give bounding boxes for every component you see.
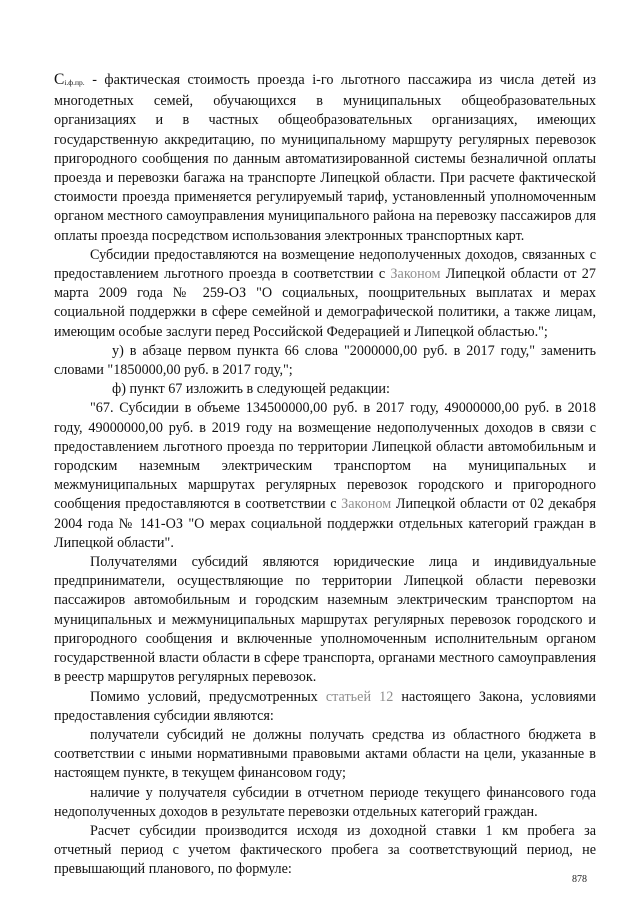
subsidy-purpose-text-before: Субсидии предоставляются на возмещение недополученных доходов, связанных с предоставлением льготного проезда в соответствии с <box>54 246 596 283</box>
paragraph-cost-definition <box>54 70 596 246</box>
document-page <box>54 70 596 880</box>
item-67-text-before: "67. Субсидии в объеме 134500000,00 руб. в 2017 году, 49000000,00 руб. в 2018 году, 49000000,00 руб. в 2019 году на возмещение недополученных доходов в связи с предоставлением льготного проезда по территории Липецкой области автомобильным и городским наземным электрическим транспортом на муниципальных и межмуниципальных маршрутах регулярных перевозок городского и пригородного сообщения предоставляются в соответствии с <box>54 400 596 513</box>
law-link-259[interactable]: Законом <box>390 266 441 283</box>
page-number: 878 <box>572 874 587 885</box>
conditions-intro-before: Помимо условий, предусмотренных <box>90 688 326 705</box>
paragraph-item-67 <box>54 399 596 553</box>
law-link-141[interactable]: Законом <box>341 496 392 513</box>
paragraph-subsidy-purpose <box>54 246 596 342</box>
conditions-intro-after: настоящего Закона, условиями предоставления субсидии являются: <box>54 688 597 724</box>
article-12-link[interactable]: статьей 12 <box>325 688 394 705</box>
cost-symbol-subscript: i.ф.пр. <box>64 78 85 87</box>
paragraph-calculation: Расчет субсидии производится исходя из доходной ставки 1 км пробега за отчетный период с учетом фактического пробега за соответствующий период, не превышающий планового, по формуле: <box>54 822 596 878</box>
paragraph-amendment-f: ф) пункт 67 изложить в следующей редакции: <box>112 381 390 398</box>
paragraph-condition-lost-revenue: наличие у получателя субсидии в отчетном периоде текущего финансового года недополученных доходов в результате перевозки отдельных категорий граждан. <box>54 784 596 820</box>
cost-definition-text: - фактическая стоимость проезда i-го льготного пассажира из числа детей из многодетных семей, обучающихся в муниципальных общеобразовательных организациях и в частных общеобразовательных организациях, имеющих государственную аккредитацию, по муниципальному маршруту регулярных перевозок пригородного сообщения по данным автоматизированной системы безналичной оплаты проезда и перевозки багажа на транспорте Липецкой области. При расчете фактической стоимости проезда применяется регулируемый тариф, установленный уполномоченным органом местного самоуправления муниципального района на перевозку пассажиров для оплаты проезда посредством использования электронных транспортных карт. <box>54 72 596 244</box>
paragraph-amendment-u: у) в абзаце первом пункта 66 слова "2000000,00 руб. в 2017 году," заменить словами "1850000,00 руб. в 2017 году,"; <box>54 342 596 379</box>
subsidy-purpose-text-after: Липецкой области от 27 марта 2009 года № 259-ОЗ "О социальных, поощрительных выплатах и мерах социальной поддержки в сфере семейной и демографической политики, а также лицам, имеющим особые заслуги перед Российской Федерацией и Липецкой областью."; <box>54 266 596 340</box>
item-67-text-after: Липецкой области от 02 декабря 2004 года № 141-ОЗ "О мерах социальной поддержки отдельных категорий граждан в Липецкой области". <box>54 496 597 551</box>
paragraph-condition-no-other-funds: получатели субсидий не должны получать средства из областного бюджета в соответствии с иными нормативными правовыми актами области на цели, указанные в настоящем пункте, в текущем финансовом году; <box>54 726 596 782</box>
paragraph-recipients: Получателями субсидий являются юридические лица и индивидуальные предприниматели, осуществляющие по территории Липецкой области перевозки пассажиров автомобильным и городским наземным электрическим транспортом на муниципальных и межмуниципальных маршрутах регулярных перевозок городского и пригородного сообщения и включенные уполномоченным исполнительным органом государственной власти области в сфере транспорта, органами местного самоуправления в реестр маршрутов регулярных перевозок. <box>54 554 596 686</box>
paragraph-conditions-intro <box>54 688 596 726</box>
cost-symbol: C <box>54 71 65 88</box>
